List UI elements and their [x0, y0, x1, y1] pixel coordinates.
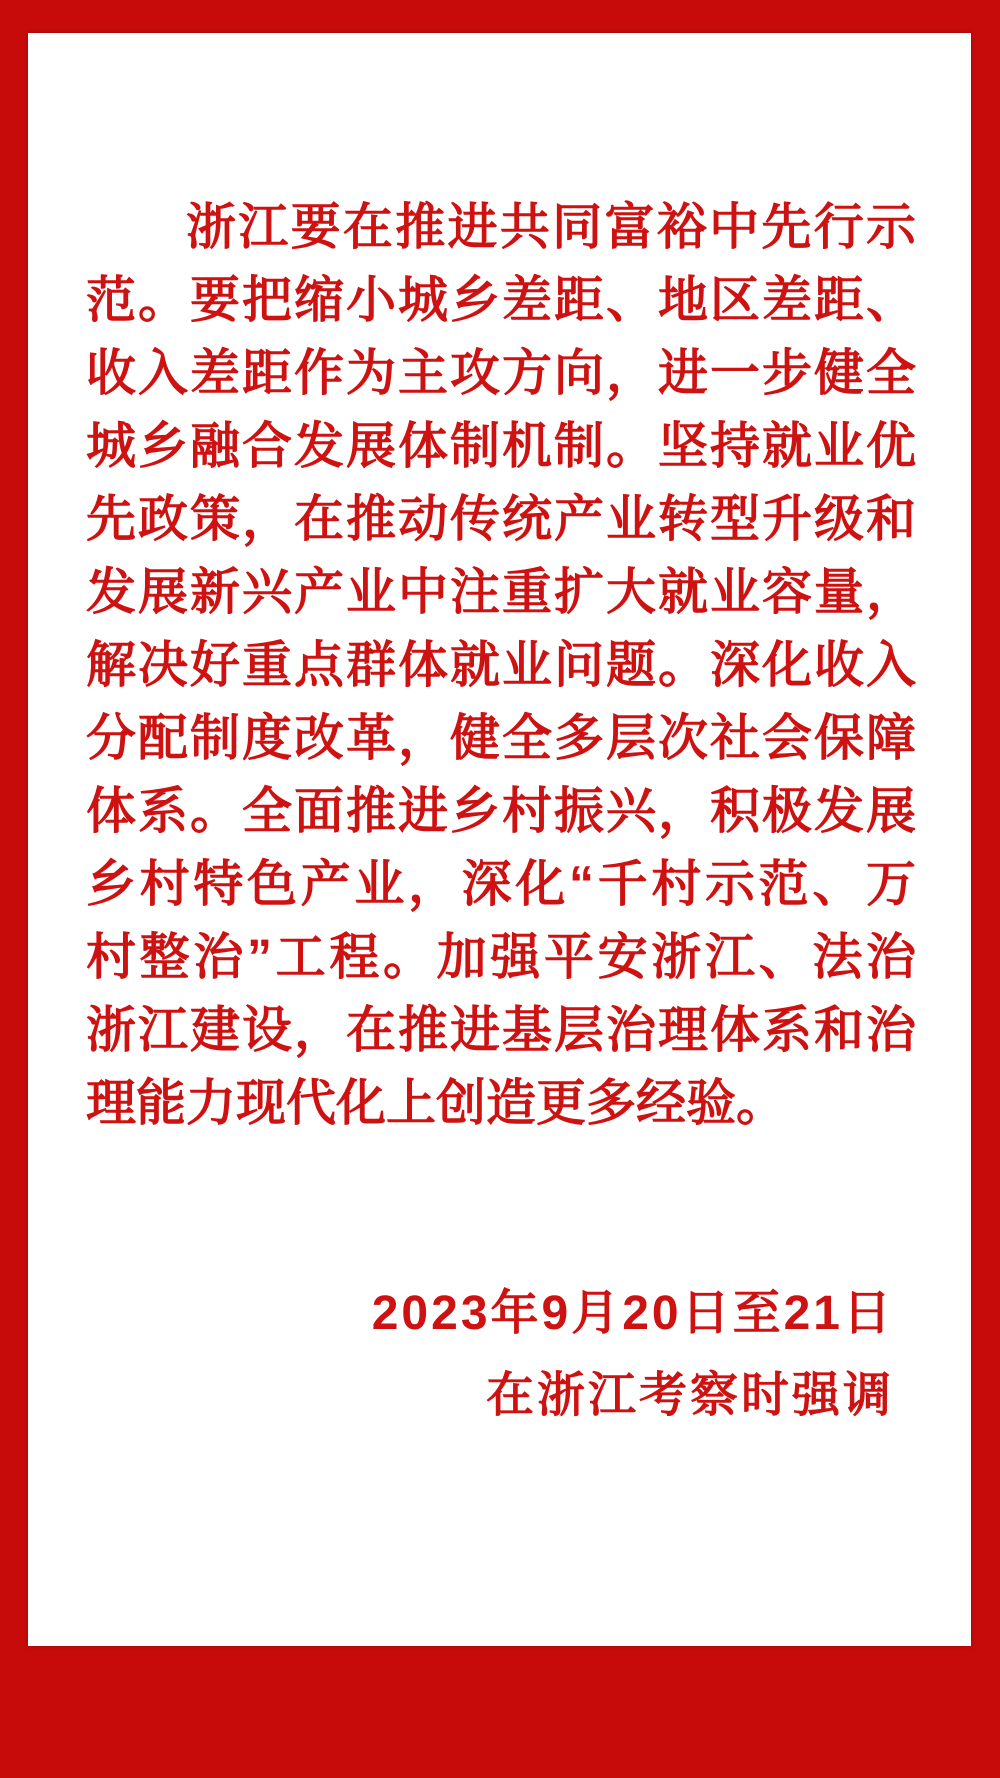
quote-text-block [28, 33, 971, 1140]
attribution-occasion: 在浙江考察时强调 [485, 1369, 894, 1422]
quote-card [28, 33, 971, 1646]
attribution-block [28, 1273, 971, 1437]
quote-line: 城乡融合发展体制机制。坚持就业优 [86, 418, 916, 474]
quote-line: 解决好重点群体就业问题。深化收入 [86, 637, 916, 693]
attribution-date: 2023年9月20日至21日 [371, 1287, 894, 1340]
quote-line: 发展新兴产业中注重扩大就业容量， [86, 564, 916, 620]
quote-line: 分配制度改革，健全多层次社会保障 [86, 710, 916, 766]
quote-line: 理能力现代化上创造更多经验。 [86, 1075, 786, 1131]
quote-line: 先政策，在推动传统产业转型升级和 [86, 491, 916, 547]
quote-line: 体系。全面推进乡村振兴，积极发展 [86, 783, 916, 839]
quote-line: 乡村特色产业，深化“千村示范、万 [86, 856, 916, 912]
quote-line: 浙江要在推进共同富裕中先行示 [186, 199, 916, 255]
quote-line: 浙江建设，在推进基层治理体系和治 [86, 1002, 916, 1058]
quote-line: 范。要把缩小城乡差距、地区差距、 [86, 272, 916, 328]
quote-line: 收入差距作为主攻方向，进一步健全 [86, 345, 916, 401]
quote-line: 村整治”工程。加强平安浙江、法治 [86, 929, 916, 985]
